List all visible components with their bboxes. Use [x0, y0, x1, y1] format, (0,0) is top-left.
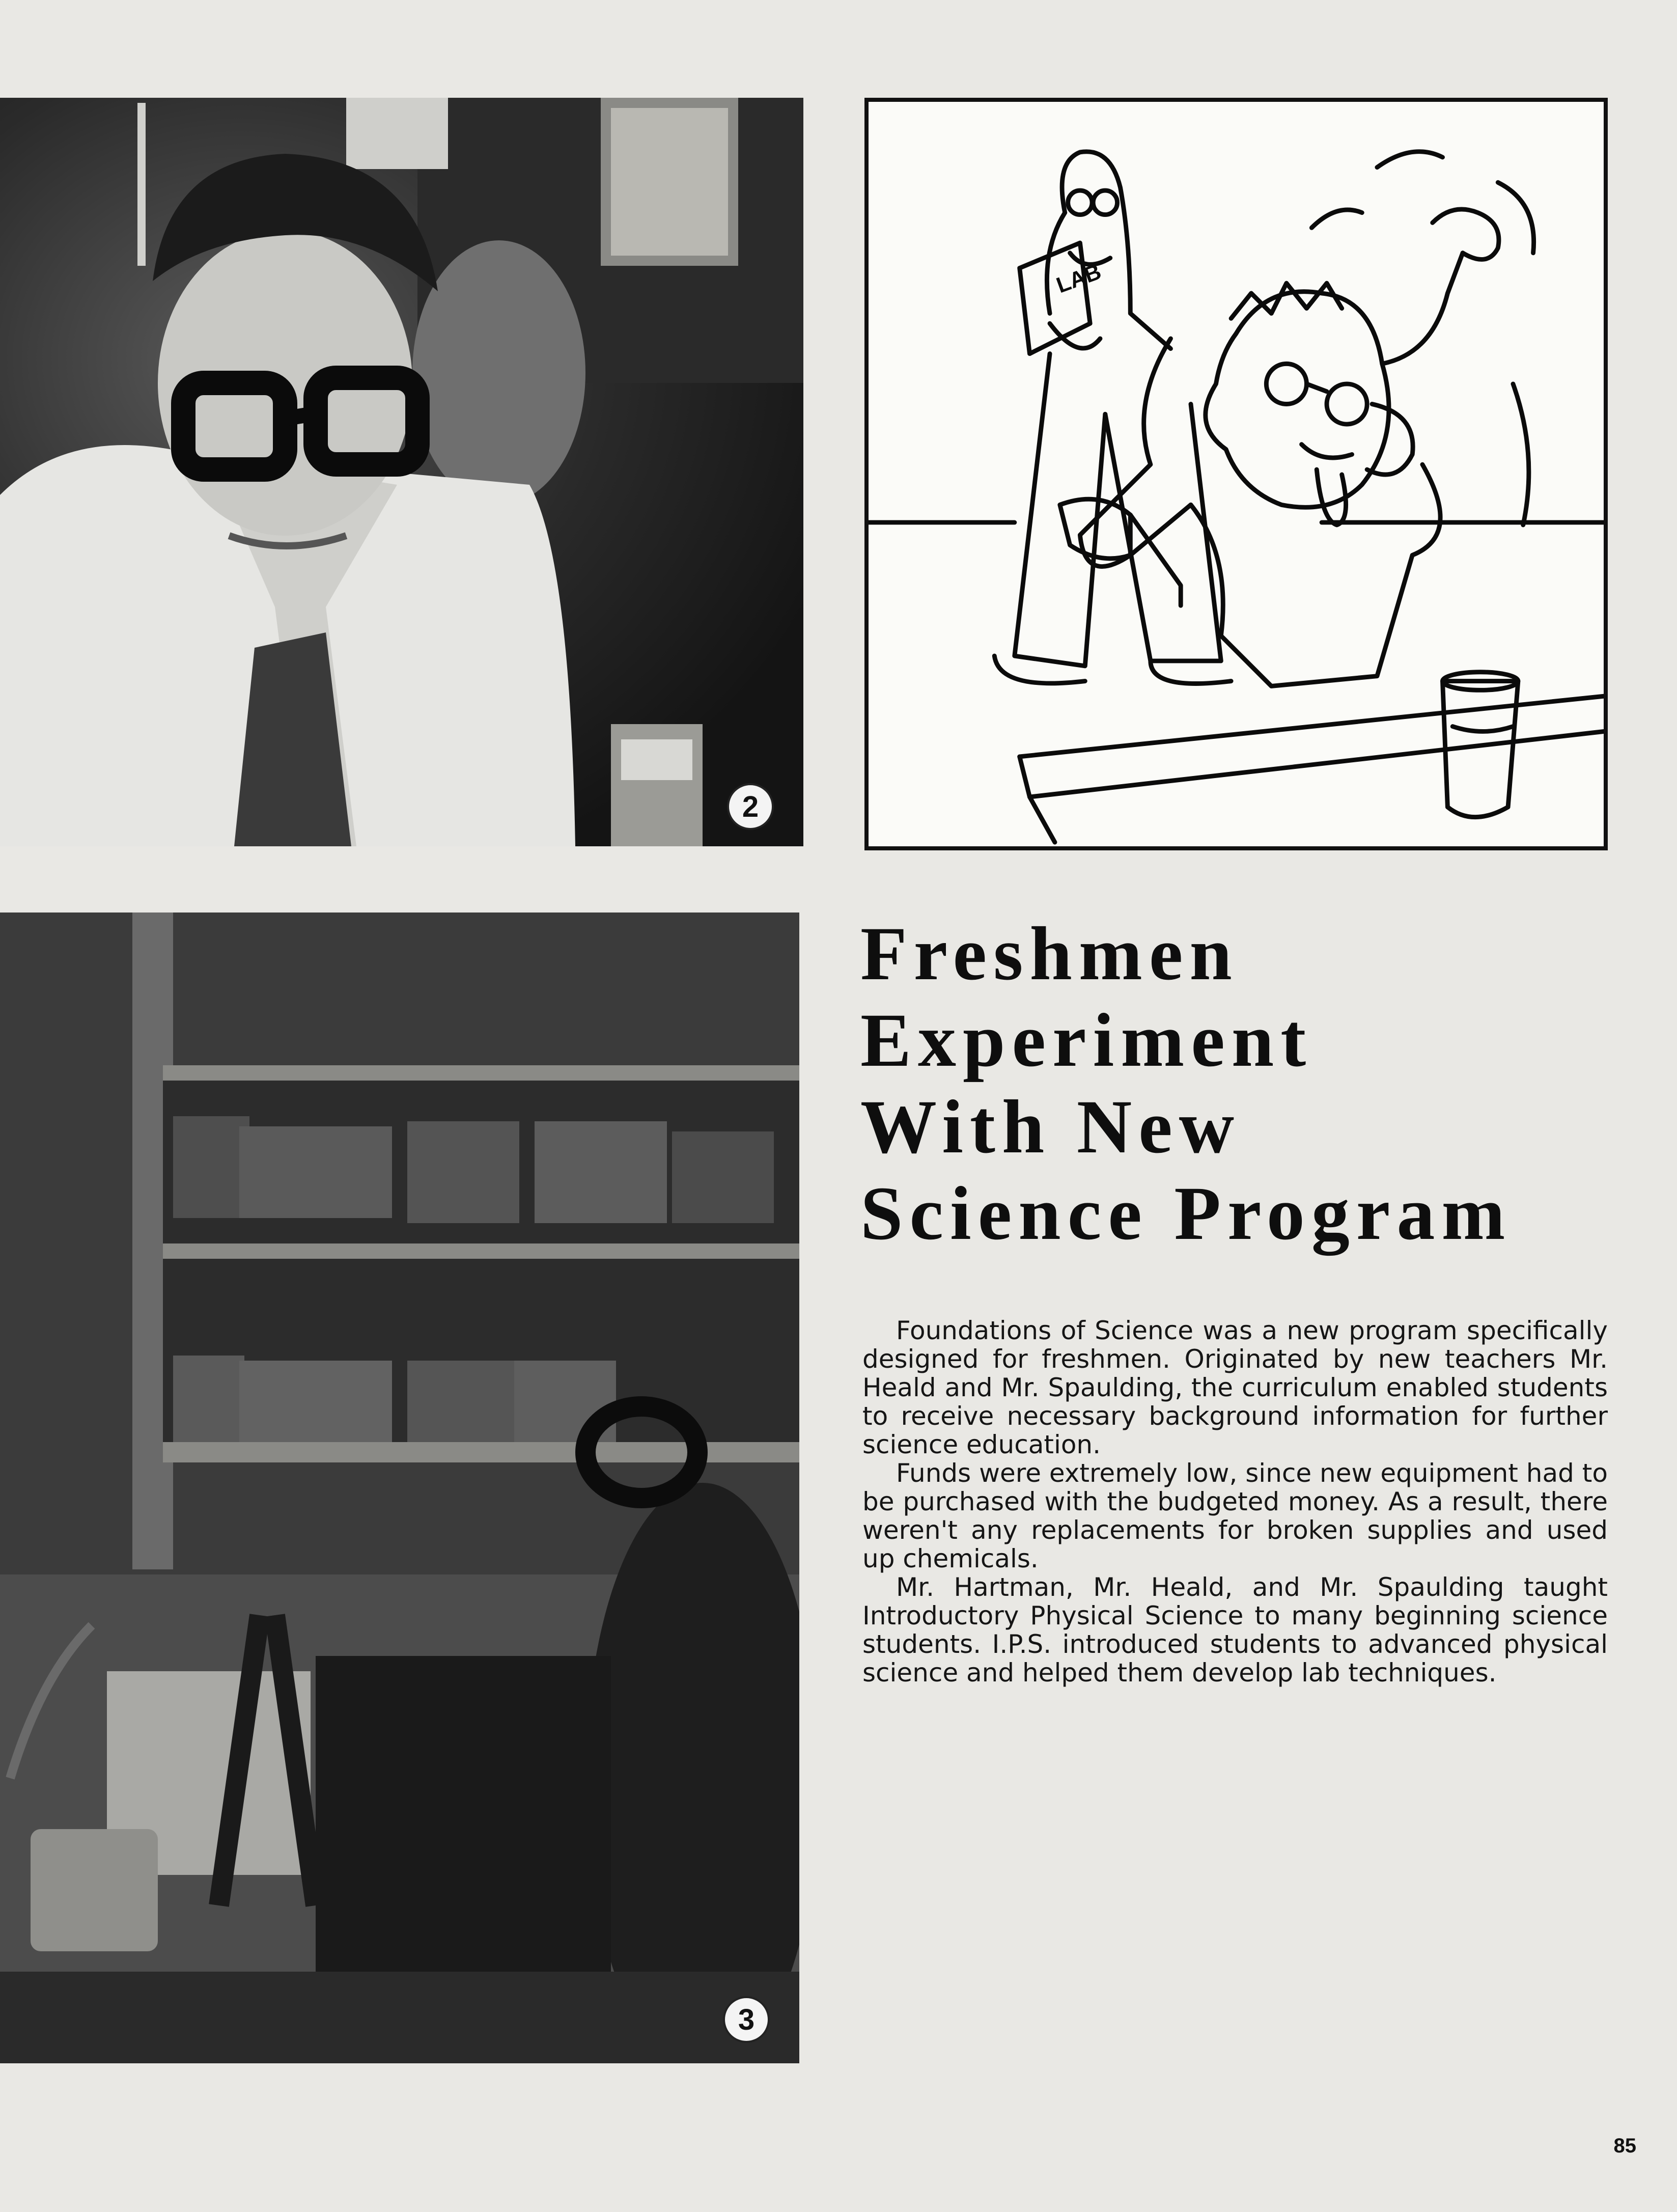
- cartoon-illustration: [864, 98, 1608, 850]
- headline-line: Experiment: [860, 998, 1313, 1083]
- lab-book-label: LAB: [1053, 259, 1105, 298]
- teacher-photo-art: [0, 98, 803, 846]
- photo-number-badge: 2: [727, 783, 774, 830]
- article-paragraph: Foundations of Science was a new program specifically designed for freshmen. Originated by new teachers Mr. Heald and Mr. Spaulding, the curriculum enabled students to receive necessary background information for further science education.: [862, 1316, 1608, 1459]
- article-headline: [860, 910, 1655, 1257]
- article-paragraph: Mr. Hartman, Mr. Heald, and Mr. Spaulding taught Introductory Physical Science to many beginning science students. I.P.S. introduced students to advanced physical science and helped them develop lab techniques.: [862, 1572, 1608, 1688]
- article-body: [862, 1316, 1608, 1687]
- student-lab-photo-art: [0, 913, 799, 2063]
- headline-line: Science Program: [860, 1171, 1512, 1256]
- page-number: 85: [1613, 2135, 1636, 2157]
- student-lab-photo: [0, 913, 799, 2063]
- headline-line: Freshmen: [860, 911, 1239, 996]
- teacher-photo: [0, 98, 803, 846]
- headline-line: With New: [860, 1085, 1241, 1169]
- cartoon-drawing: [869, 102, 1604, 846]
- article-paragraph: Funds were extremely low, since new equipment had to be purchased with the budgeted money. As a result, there weren't any replacements for broken supplies and used up chemicals.: [862, 1458, 1608, 1573]
- photo-number-badge: 3: [723, 1996, 770, 2043]
